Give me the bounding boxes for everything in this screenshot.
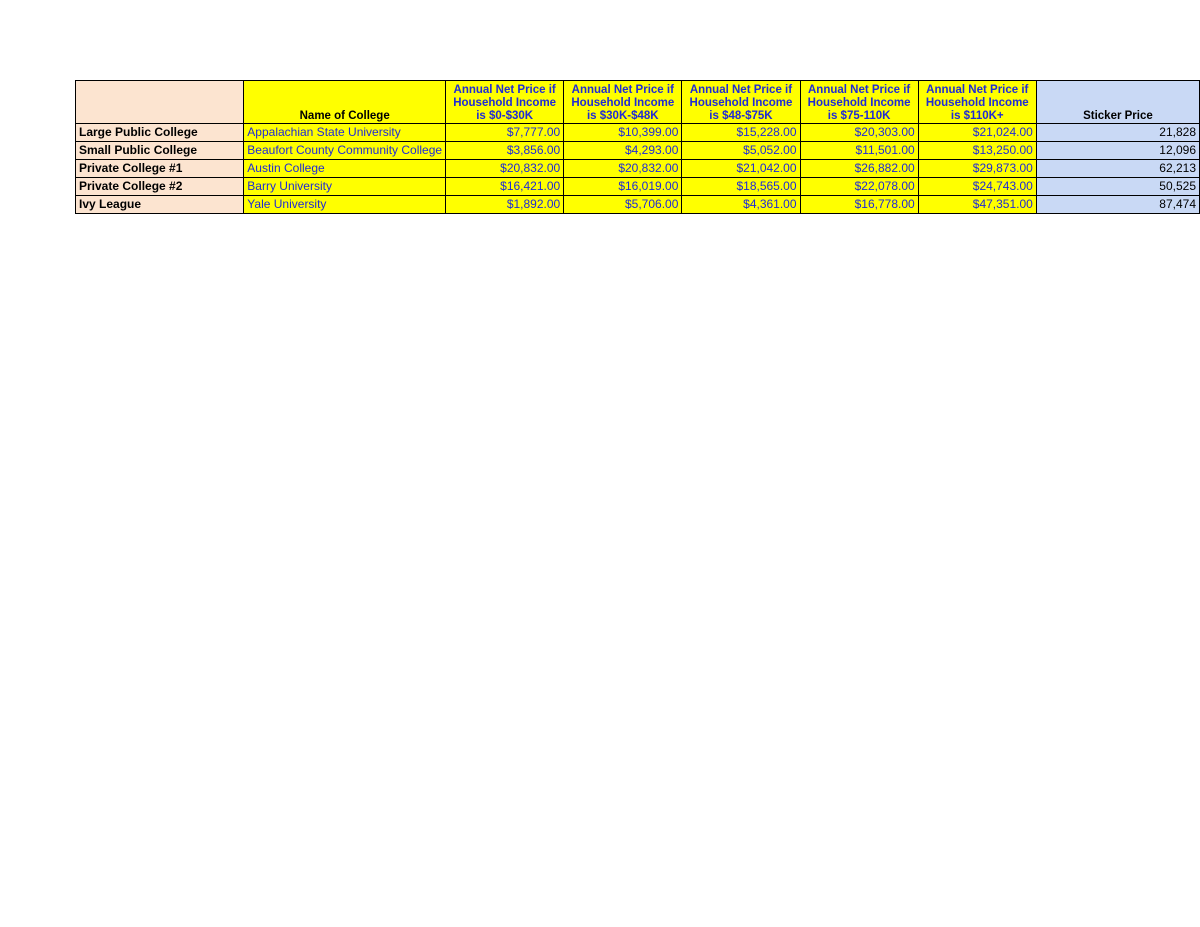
college-name-cell[interactable]: Austin College bbox=[244, 160, 446, 178]
sticker-price-cell[interactable]: 87,474 bbox=[1036, 196, 1199, 214]
net-price-cell[interactable]: $5,706.00 bbox=[564, 196, 682, 214]
sticker-price-cell[interactable]: 62,213 bbox=[1036, 160, 1199, 178]
header-income-30-48k[interactable]: Annual Net Price if Household Income is $30K-$48K bbox=[564, 81, 682, 124]
net-price-cell[interactable]: $20,303.00 bbox=[800, 124, 918, 142]
net-price-cell[interactable]: $21,042.00 bbox=[682, 160, 800, 178]
header-income-0-30k[interactable]: Annual Net Price if Household Income is $0-$30K bbox=[446, 81, 564, 124]
college-name-cell[interactable]: Barry University bbox=[244, 178, 446, 196]
table-row bbox=[76, 124, 1200, 142]
college-name-cell[interactable]: Beaufort County Community College bbox=[244, 142, 446, 160]
net-price-cell[interactable]: $4,361.00 bbox=[682, 196, 800, 214]
header-row bbox=[76, 81, 1200, 124]
net-price-cell[interactable]: $16,019.00 bbox=[564, 178, 682, 196]
net-price-cell[interactable]: $18,565.00 bbox=[682, 178, 800, 196]
sticker-price-cell[interactable]: 21,828 bbox=[1036, 124, 1199, 142]
net-price-cell[interactable]: $11,501.00 bbox=[800, 142, 918, 160]
net-price-cell[interactable]: $15,228.00 bbox=[682, 124, 800, 142]
college-name-cell[interactable]: Appalachian State University bbox=[244, 124, 446, 142]
header-income-110k-plus[interactable]: Annual Net Price if Household Income is $110K+ bbox=[918, 81, 1036, 124]
header-college-name[interactable]: Name of College bbox=[244, 81, 446, 124]
net-price-cell[interactable]: $1,892.00 bbox=[446, 196, 564, 214]
row-label-cell[interactable]: Large Public College bbox=[76, 124, 244, 142]
college-name-cell[interactable]: Yale University bbox=[244, 196, 446, 214]
net-price-cell[interactable]: $22,078.00 bbox=[800, 178, 918, 196]
sticker-price-cell[interactable]: 12,096 bbox=[1036, 142, 1199, 160]
table-row bbox=[76, 196, 1200, 214]
net-price-cell[interactable]: $26,882.00 bbox=[800, 160, 918, 178]
row-label-cell[interactable]: Private College #1 bbox=[76, 160, 244, 178]
row-label-cell[interactable]: Private College #2 bbox=[76, 178, 244, 196]
net-price-table bbox=[75, 80, 1200, 214]
header-income-75-110k[interactable]: Annual Net Price if Household Income is $75-110K bbox=[800, 81, 918, 124]
header-income-48-75k[interactable]: Annual Net Price if Household Income is $48-$75K bbox=[682, 81, 800, 124]
row-label-cell[interactable]: Ivy League bbox=[76, 196, 244, 214]
net-price-cell[interactable]: $20,832.00 bbox=[446, 160, 564, 178]
net-price-cell[interactable]: $16,421.00 bbox=[446, 178, 564, 196]
net-price-cell[interactable]: $7,777.00 bbox=[446, 124, 564, 142]
net-price-cell[interactable]: $13,250.00 bbox=[918, 142, 1036, 160]
net-price-cell[interactable]: $29,873.00 bbox=[918, 160, 1036, 178]
table-row bbox=[76, 178, 1200, 196]
table-row bbox=[76, 142, 1200, 160]
header-sticker-price[interactable]: Sticker Price bbox=[1036, 81, 1199, 124]
net-price-cell[interactable]: $21,024.00 bbox=[918, 124, 1036, 142]
header-label-cell[interactable] bbox=[76, 81, 244, 124]
net-price-cell[interactable]: $10,399.00 bbox=[564, 124, 682, 142]
net-price-cell[interactable]: $20,832.00 bbox=[564, 160, 682, 178]
net-price-cell[interactable]: $5,052.00 bbox=[682, 142, 800, 160]
net-price-cell[interactable]: $4,293.00 bbox=[564, 142, 682, 160]
sticker-price-cell[interactable]: 50,525 bbox=[1036, 178, 1199, 196]
net-price-cell[interactable]: $16,778.00 bbox=[800, 196, 918, 214]
net-price-cell[interactable]: $24,743.00 bbox=[918, 178, 1036, 196]
net-price-cell[interactable]: $3,856.00 bbox=[446, 142, 564, 160]
table-row bbox=[76, 160, 1200, 178]
net-price-cell[interactable]: $47,351.00 bbox=[918, 196, 1036, 214]
row-label-cell[interactable]: Small Public College bbox=[76, 142, 244, 160]
